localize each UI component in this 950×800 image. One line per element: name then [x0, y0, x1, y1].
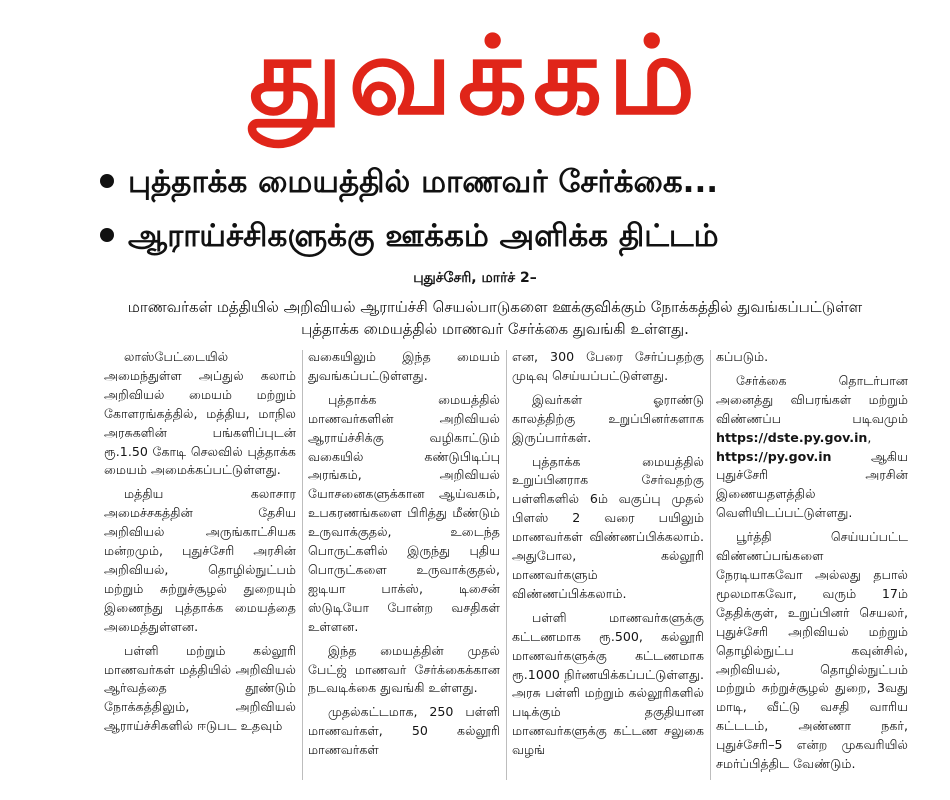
paragraph [716, 372, 908, 523]
paragraph: புத்தாக்க மையத்தில் மாணவர்களின் அறிவியல் ஆராய்ச்சிக்கு வழிகாட்டும் வகையில் கண்டுபிடிப்பு அரங்கம், அறிவியல் யோசனைகளுக்கான ஆய்வகம், உபகரணங்களை பிரித்து மீண்டும் உருவாக்குதல், உடைந்த பொருட்களில் இருந்து புதிய பொருட்களை உருவாக்குதல், ஐடியா பாக்ஸ், டிசைன் ஸ்டுடியோ போன்ற வசதிகள் உள்ளன. [308, 391, 500, 634]
article-column-3 [512, 348, 704, 788]
paragraph: பள்ளி மற்றும் கல்லூரி மாணவர்கள் மத்தியில் அறிவியல் ஆர்வத்தை தூண்டும் நோக்கத்திலும், அறிவியல் ஆராய்ச்சிகளில் ஈடுபட உதவும் [104, 642, 296, 734]
paragraph-text: ஆகிய புதுச்சேரி அரசின் இணையதளத்தில் வெளியிடப்பட்டுள்ளது. [716, 448, 908, 521]
headline-2 [100, 214, 920, 258]
lead-paragraph: மாணவர்கள் மத்தியில் அறிவியல் ஆராய்ச்சி செயல்பாடுகளை ஊக்குவிக்கும் நோக்கத்தில் துவங்கப்பட்டுள்ள புத்தாக்க மையத்தில் மாணவர் சேர்க்கை துவங்கி உள்ளது. [127, 298, 863, 338]
article-column-2 [308, 348, 500, 788]
paragraph: புத்தாக்க மையத்தில் உறுப்பினராக சேர்வதற்கு பள்ளிகளில் 6ம் வகுப்பு முதல் பிளஸ் 2 வரை பயிலும் மாணவர்கள் விண்ணப்பிக்கலாம். அதுபோல, கல்லூரி மாணவர்களும் விண்ணப்பிக்கலாம். [512, 453, 704, 601]
separator-text: , [867, 429, 872, 445]
paragraph: என, 300 பேரை சேர்ப்பதற்கு முடிவு செய்யப்பட்டுள்ளது. [512, 349, 704, 383]
website-link: https://py.gov.in [716, 448, 832, 464]
headline-1-text: புத்தாக்க மையத்தில் மாணவர் சேர்க்கை... [128, 164, 719, 200]
paragraph: கப்படும். [716, 349, 769, 364]
article-column-1 [104, 348, 296, 788]
headline-2-text: ஆராய்ச்சிகளுக்கு ஊக்கம் அளிக்க திட்டம் [128, 218, 719, 254]
column-divider [506, 350, 507, 780]
masthead-title: துவக்கம் [248, 14, 702, 139]
bullet-icon [100, 174, 114, 188]
paragraph: பூர்த்தி செய்யப்பட்ட விண்ணப்பங்களை நேரடியாகவோ அல்லது தபால் மூலமாகவோ, வரும் 17ம் தேதிக்குள், உறுப்பினர் செயலர், புதுச்சேரி அறிவியல் மற்றும் தொழில்நுட்ப கவுன்சில், அறிவியல், தொழில்நுட்பம் மற்றும் சுற்றுச்சூழல் துறை, 3வது மாடி, வீட்டு வசதி வாரிய கட்டடம், அண்ணா நகர், புதுச்சேரி–5 என்ற முகவரியில் சமர்ப்பித்திட வேண்டும். [716, 529, 908, 772]
paragraph: லாஸ்பேட்டையில் அமைந்துள்ள அப்துல் கலாம் அறிவியல் மையம் மற்றும் கோளரங்கத்தில், மத்திய, மாநில அரசுகளின் பங்களிப்புடன் ரூ.1.50 கோடி செலவில் புத்தாக்க மையம் அமைக்கப்பட்டுள்ளது. [104, 349, 296, 478]
column-divider [302, 350, 303, 780]
paragraph: மத்திய கலாசார அமைச்சகத்தின் தேசிய அறிவியல் அருங்காட்சியக மன்றமும், புதுச்சேரி அரசின் அறிவியல், தொழில்நுட்பம் மற்றும் சுற்றுச்சூழல் துறையும் இணைந்து புத்தாக்க மையத்தை அமைத்துள்ளன. [104, 486, 296, 634]
paragraph: வகையிலும் இந்த மையம் துவங்கப்பட்டுள்ளது. [308, 349, 500, 383]
headline-1 [100, 160, 920, 204]
website-link: https://dste.py.gov.in [716, 429, 868, 445]
article-column-4 [716, 348, 908, 788]
paragraph-text: சேர்க்கை தொடர்பான அனைத்து விபரங்கள் மற்றும் விண்ணப்ப படிவமும் [716, 372, 908, 426]
paragraph: முதல்கட்டமாக, 250 பள்ளி மாணவர்கள், 50 கல்லூரி மாணவர்கள் [308, 704, 500, 758]
paragraph: இந்த மையத்தின் முதல் பேட்ஜ் மாணவர் சேர்க்கைக்கான நடவடிக்கை துவங்கி உள்ளது. [308, 642, 500, 696]
bullet-icon [100, 228, 114, 242]
paragraph: பள்ளி மாணவர்களுக்கு கட்டணமாக ரூ.500, கல்லூரி மாணவர்களுக்கு கட்டணமாக ரூ.1000 நிர்ணயிக்கப்பட்டுள்ளது. அரசு பள்ளி மற்றும் கல்லூரிகளில் படிக்கும் தகுதியான மாணவர்களுக்கு கட்டண சலுகை வழங் [512, 609, 704, 758]
paragraph: இவர்கள் ஓராண்டு காலத்திற்கு உறுப்பினர்களாக இருப்பார்கள். [512, 391, 704, 445]
dateline: புதுச்சேரி, மார்ச் 2– [413, 270, 537, 286]
column-divider [710, 350, 711, 780]
